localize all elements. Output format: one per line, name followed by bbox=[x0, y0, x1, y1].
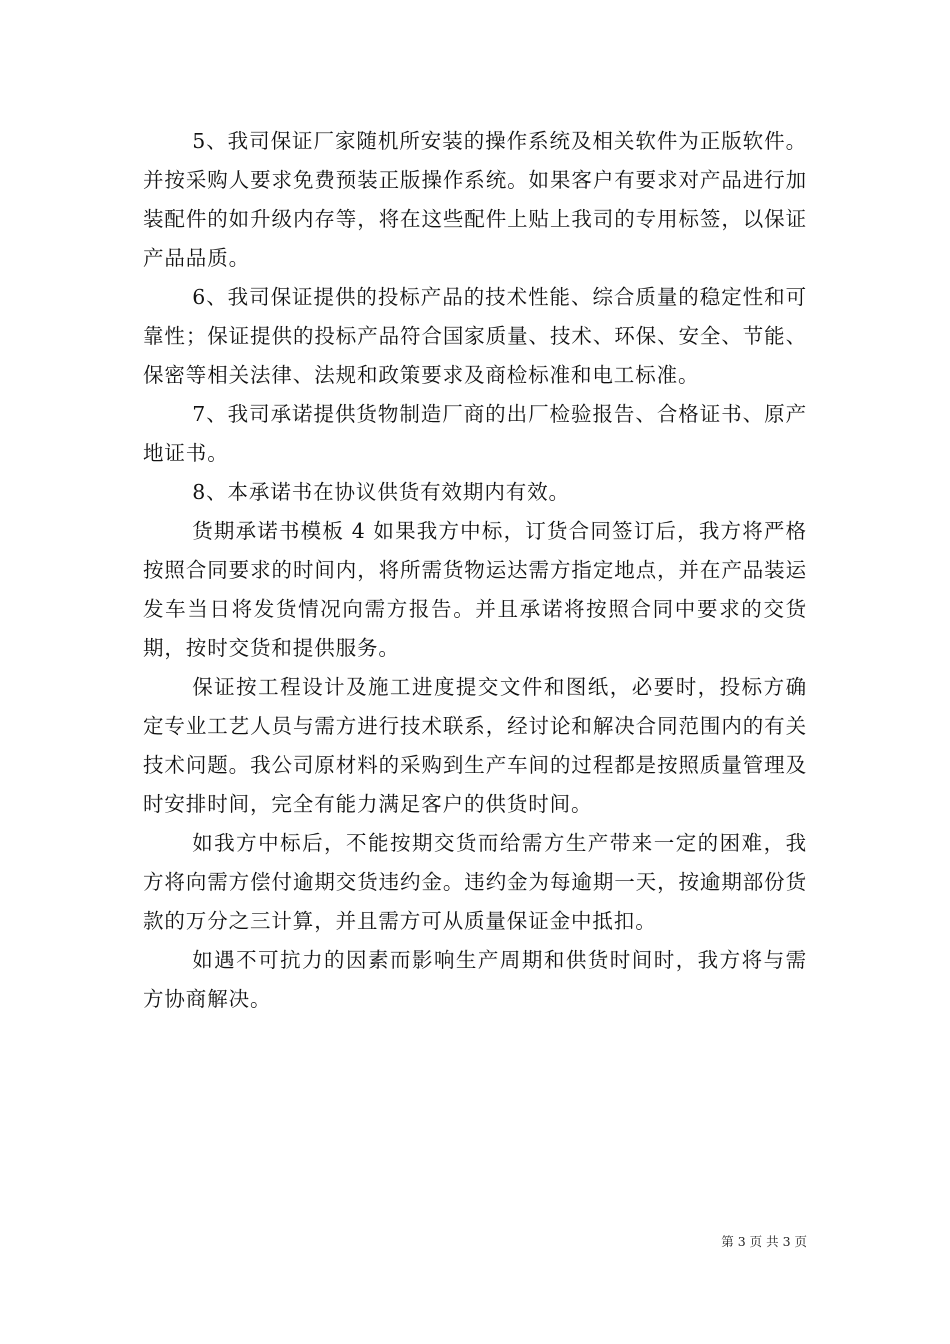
paragraph-delivery-commitment: 货期承诺书模板 4 如果我方中标，订货合同签订后，我方将严格按照合同要求的时间内，将所需货物运达需方指定地点，并在产品装运发车当日将发货情况向需方报告。并且承诺将按照合同中要求的交货期，按时交货和提供服务。 bbox=[143, 519, 807, 660]
paragraph-5: 5、我司保证厂家随机所安装的操作系统及相关软件为正版软件。并按采购人要求免费预装正版操作系统。如果客户有要求对产品进行加装配件的如升级内存等，将在这些配件上贴上我司的专用标签，以保证产品品质。 bbox=[143, 129, 807, 270]
paragraph-engineering-guarantee: 保证按工程设计及施工进度提交文件和图纸，必要时，投标方确定专业工艺人员与需方进行技术联系，经讨论和解决合同范围内的有关技术问题。我公司原材料的采购到生产车间的过程都是按照质量管理及时安排时间，完全有能力满足客户的供货时间。 bbox=[143, 675, 807, 816]
paragraph-late-penalty: 如我方中标后，不能按期交货而给需方生产带来一定的困难，我方将向需方偿付逾期交货违约金。违约金为每逾期一天，按逾期部份货款的万分之三计算，并且需方可从质量保证金中抵扣。 bbox=[143, 831, 807, 933]
paragraph-8: 8、本承诺书在协议供货有效期内有效。 bbox=[192, 480, 570, 504]
paragraph-6: 6、我司保证提供的投标产品的技术性能、综合质量的稳定性和可靠性；保证提供的投标产品符合国家质量、技术、环保、安全、节能、保密等相关法律、法规和政策要求及商检标准和电工标准。 bbox=[143, 285, 807, 387]
paragraph-7: 7、我司承诺提供货物制造厂商的出厂检验报告、合格证书、原产地证书。 bbox=[143, 402, 807, 465]
document-body bbox=[143, 122, 807, 1019]
page-number: 第 3 页 共 3 页 bbox=[721, 1234, 807, 1249]
paragraph-force-majeure: 如遇不可抗力的因素而影响生产周期和供货时间时，我方将与需方协商解决。 bbox=[143, 948, 807, 1011]
